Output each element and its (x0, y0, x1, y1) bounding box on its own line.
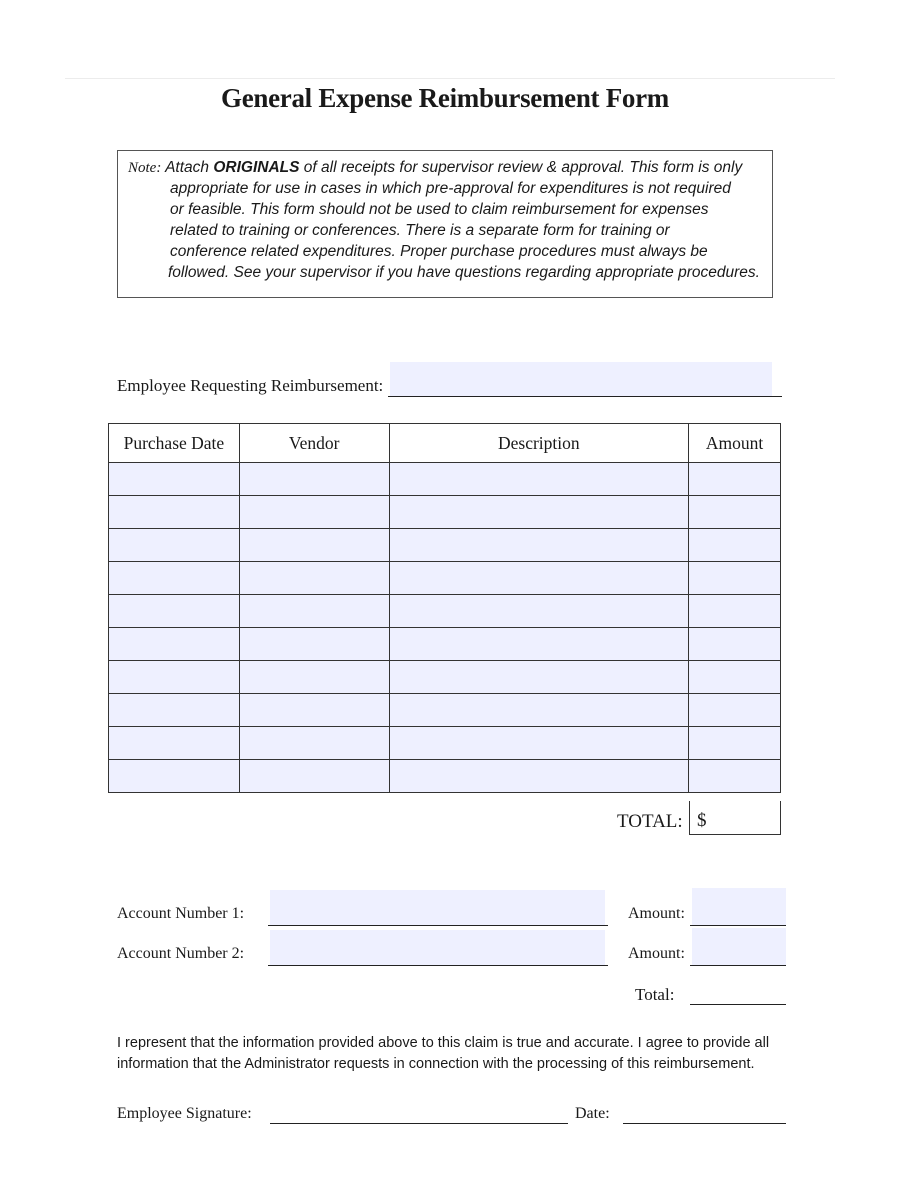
date-label: Date: (575, 1105, 610, 1122)
note-box (117, 150, 773, 298)
table-row (109, 760, 781, 793)
amount-cell[interactable] (689, 529, 781, 562)
amount-cell[interactable] (689, 727, 781, 760)
table-header-row (109, 424, 781, 463)
note-line-6: followed. See your supervisor if you have questions regarding appropriate procedures. (168, 264, 760, 281)
account-number-2-field[interactable] (270, 930, 605, 965)
note-line-1: Note: Attach ORIGINALS of all receipts for supervisor review & approval. This form is only (128, 159, 743, 176)
description-cell[interactable] (389, 628, 688, 661)
note-line-2: appropriate for use in cases in which pre-approval for expenditures is not required (170, 180, 731, 197)
description-cell[interactable] (389, 529, 688, 562)
amount-2-label: Amount: (628, 945, 685, 962)
account-number-2-label: Account Number 2: (117, 945, 245, 962)
amount-cell[interactable] (689, 760, 781, 793)
amount-cell[interactable] (689, 628, 781, 661)
description-cell[interactable] (389, 727, 688, 760)
amount-2-field[interactable] (692, 928, 786, 965)
column-header-amount: Amount (689, 424, 781, 463)
purchase-date-cell[interactable] (109, 562, 240, 595)
vendor-cell[interactable] (239, 562, 389, 595)
vendor-cell[interactable] (239, 727, 389, 760)
purchase-date-cell[interactable] (109, 694, 240, 727)
column-header-vendor: Vendor (239, 424, 389, 463)
table-row (109, 562, 781, 595)
amount-cell[interactable] (689, 562, 781, 595)
vendor-cell[interactable] (239, 463, 389, 496)
table-row (109, 496, 781, 529)
description-cell[interactable] (389, 562, 688, 595)
accounts-total-field[interactable] (690, 1004, 786, 1005)
purchase-date-cell[interactable] (109, 463, 240, 496)
form-title: General Expense Reimbursement Form (221, 83, 669, 113)
amount-1-label: Amount: (628, 905, 685, 922)
purchase-date-cell[interactable] (109, 595, 240, 628)
employee-label: Employee Requesting Reimbursement: (117, 376, 384, 395)
amount-cell[interactable] (689, 496, 781, 529)
table-row (109, 529, 781, 562)
description-cell[interactable] (389, 463, 688, 496)
page-top-rule (65, 78, 835, 79)
purchase-date-cell[interactable] (109, 628, 240, 661)
certification-line-2: information that the Administrator requests in connection with the processing of this reimbursement. (117, 1056, 755, 1072)
table-row (109, 661, 781, 694)
total-currency-symbol: $ (697, 810, 707, 831)
amount-1-field[interactable] (692, 888, 786, 925)
employee-underline (388, 396, 782, 397)
accounts-total-label: Total: (635, 985, 675, 1004)
column-header-description: Description (389, 424, 688, 463)
description-cell[interactable] (389, 694, 688, 727)
amount-1-underline (690, 925, 786, 926)
account-number-1-label: Account Number 1: (117, 905, 245, 922)
description-cell[interactable] (389, 595, 688, 628)
table-row (109, 727, 781, 760)
vendor-cell[interactable] (239, 661, 389, 694)
amount-cell[interactable] (689, 595, 781, 628)
description-cell[interactable] (389, 661, 688, 694)
amount-cell[interactable] (689, 694, 781, 727)
table-row (109, 463, 781, 496)
note-line-4: related to training or conferences. There is a separate form for training or (170, 222, 670, 239)
table-row (109, 595, 781, 628)
note-line-3: or feasible. This form should not be used to claim reimbursement for expenses (170, 201, 709, 218)
total-label: TOTAL: (617, 811, 683, 832)
table-row (109, 628, 781, 661)
description-cell[interactable] (389, 760, 688, 793)
account-number-2-underline (268, 965, 608, 966)
date-line[interactable] (623, 1123, 786, 1124)
certification-statement (117, 1033, 769, 1075)
note-line-5: conference related expenditures. Proper purchase procedures must always be (170, 243, 708, 260)
employee-name-field[interactable] (390, 362, 772, 396)
column-header-purchase-date: Purchase Date (109, 424, 240, 463)
vendor-cell[interactable] (239, 694, 389, 727)
purchase-date-cell[interactable] (109, 496, 240, 529)
table-row (109, 694, 781, 727)
description-cell[interactable] (389, 496, 688, 529)
vendor-cell[interactable] (239, 529, 389, 562)
amount-cell[interactable] (689, 661, 781, 694)
vendor-cell[interactable] (239, 595, 389, 628)
total-amount-field[interactable] (689, 801, 781, 835)
account-number-1-underline (268, 925, 608, 926)
amount-2-underline (690, 965, 786, 966)
purchase-date-cell[interactable] (109, 760, 240, 793)
purchase-date-cell[interactable] (109, 661, 240, 694)
originals-emphasis: ORIGINALS (213, 159, 300, 176)
vendor-cell[interactable] (239, 496, 389, 529)
expense-table (108, 423, 781, 793)
certification-line-1: I represent that the information provided above to this claim is true and accurate. I agree to provide all (117, 1035, 770, 1051)
account-number-1-field[interactable] (270, 890, 605, 925)
vendor-cell[interactable] (239, 628, 389, 661)
note-label: Note: (128, 160, 162, 176)
signature-line[interactable] (270, 1123, 568, 1124)
vendor-cell[interactable] (239, 760, 389, 793)
purchase-date-cell[interactable] (109, 727, 240, 760)
amount-cell[interactable] (689, 463, 781, 496)
purchase-date-cell[interactable] (109, 529, 240, 562)
signature-label: Employee Signature: (117, 1105, 252, 1122)
